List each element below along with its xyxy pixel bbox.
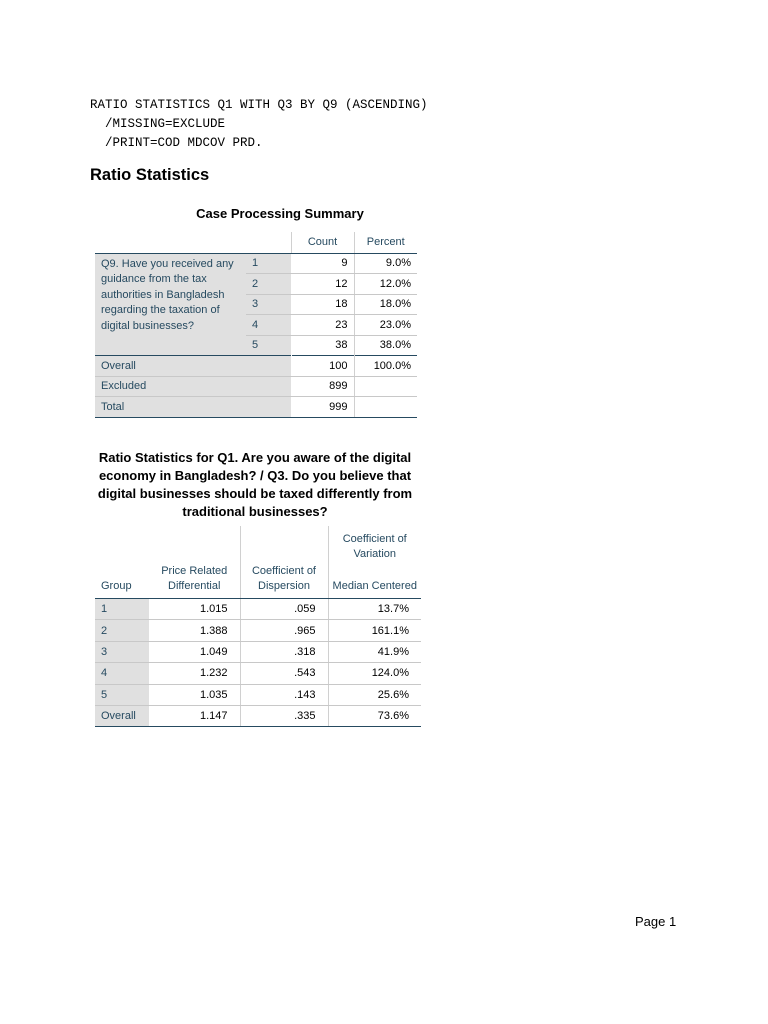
cov-cell: 161.1% [328, 620, 421, 641]
prd-cell: 1.049 [149, 641, 240, 662]
section-title: Ratio Statistics [90, 166, 210, 184]
percent-cell: 18.0% [354, 294, 417, 315]
percent-cell: 23.0% [354, 315, 417, 336]
col-header-prd: Price Related Differential [149, 526, 240, 599]
prd-cell: 1.015 [149, 599, 240, 620]
col-header-cov [328, 526, 421, 599]
cov-header-bottom: Median Centered [332, 580, 417, 592]
excluded-count: 899 [291, 376, 354, 397]
col-header-cod: Coefficient of Dispersion [240, 526, 328, 599]
group-label: 1 [246, 253, 291, 274]
cod-cell: .965 [240, 620, 328, 641]
group-label: 4 [246, 315, 291, 336]
percent-cell: 38.0% [354, 335, 417, 356]
cov-cell: 25.6% [328, 684, 421, 705]
syntax-line-1: RATIO STATISTICS Q1 WITH Q3 BY Q9 (ASCENDING) [90, 98, 428, 112]
overall-percent: 100.0% [354, 356, 417, 377]
count-cell: 9 [291, 253, 354, 274]
group-cell: 3 [95, 641, 149, 662]
group-label: 5 [246, 335, 291, 356]
cov-cell: 73.6% [328, 705, 421, 726]
col-header-group: Group [95, 526, 149, 599]
total-count: 999 [291, 397, 354, 418]
ratio-statistics-title: Ratio Statistics for Q1. Are you aware of the digital economy in Bangladesh? / Q3. Do you believe that digital businesses should be taxed differently from traditional businesses? [97, 450, 413, 519]
count-cell: 12 [291, 274, 354, 295]
col-header-percent: Percent [354, 232, 417, 253]
percent-cell: 9.0% [354, 253, 417, 274]
cod-cell: .335 [240, 705, 328, 726]
group-cell: 4 [95, 663, 149, 684]
col-header-count: Count [291, 232, 354, 253]
group-cell: 1 [95, 599, 149, 620]
count-cell: 18 [291, 294, 354, 315]
prd-cell: 1.147 [149, 705, 240, 726]
group-cell: 5 [95, 684, 149, 705]
count-cell: 38 [291, 335, 354, 356]
cod-cell: .143 [240, 684, 328, 705]
cod-cell: .543 [240, 663, 328, 684]
excluded-label: Excluded [95, 376, 291, 397]
case-processing-title: Case Processing Summary [196, 206, 364, 221]
cov-cell: 124.0% [328, 663, 421, 684]
cov-cell: 41.9% [328, 641, 421, 662]
total-label: Total [95, 397, 291, 418]
cod-cell: .059 [240, 599, 328, 620]
overall-label: Overall [95, 356, 291, 377]
case-processing-table [95, 232, 417, 418]
ratio-statistics-table [95, 526, 421, 727]
percent-cell: 12.0% [354, 274, 417, 295]
group-cell: 2 [95, 620, 149, 641]
syntax-line-3: /PRINT=COD MDCOV PRD. [90, 136, 263, 150]
cov-header-top: Coefficient of Variation [342, 533, 407, 560]
overall-count: 100 [291, 356, 354, 377]
page-number: Page 1 [635, 914, 677, 929]
count-cell: 23 [291, 315, 354, 336]
syntax-line-2: /MISSING=EXCLUDE [90, 117, 226, 131]
prd-cell: 1.388 [149, 620, 240, 641]
syntax-block [90, 96, 428, 153]
group-cell: Overall [95, 705, 149, 726]
question-label: Q9. Have you received any guidance from the tax authorities in Bangladesh regarding the taxation of digital businesses? [95, 253, 246, 356]
prd-cell: 1.035 [149, 684, 240, 705]
group-label: 3 [246, 294, 291, 315]
cov-cell: 13.7% [328, 599, 421, 620]
group-label: 2 [246, 274, 291, 295]
prd-cell: 1.232 [149, 663, 240, 684]
cod-cell: .318 [240, 641, 328, 662]
